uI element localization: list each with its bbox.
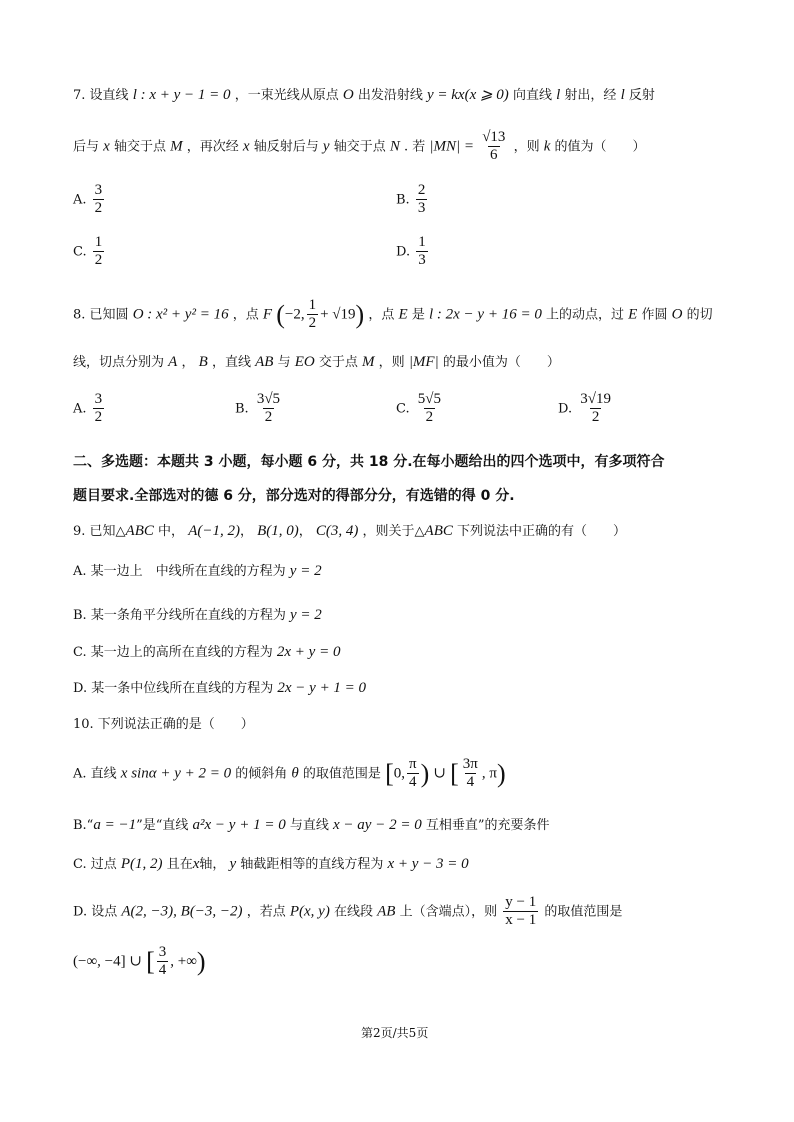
q7-option-c: C. $\frac{1}{2}$ <box>73 234 103 268</box>
q8-number: 8. 已知圆 <box>73 307 129 323</box>
q9-option-a: A. 某一边上 中线所在直线的方程为 y = 2 <box>73 563 322 579</box>
q7-line2: 后与 x 轴交于点 M ，再次经 x 轴反射后与 y 轴交于点 N . 若 |MN| = $\frac{√13}{6}$ ，则 k 的值为（ ） <box>73 129 646 163</box>
section2-heading-line1: 二、多选题：本题共 3 小题，每小题 6 分，共 18 分.在每小题给出的四个选项中，有多项符合 <box>73 454 665 470</box>
q7-option-a: A. $\frac{3}{2}$ <box>73 182 103 216</box>
section2-heading-line2: 题目要求.全部选对的德 6 分，部分选对的得部分分，有选错的得 0 分. <box>73 488 515 504</box>
q10-stem: 10. 下列说法正确的是（ ） <box>73 717 254 732</box>
q8-option-a: A. $\frac{3}{2}$ <box>73 391 103 425</box>
q10-option-d: D. 设点 A(2, −3), B(−3, −2) ，若点 P(x, y) 在线段 AB 上（含端点），则 $\frac{y - 1}{x - 1}$ 的取值范围是 <box>73 894 623 928</box>
q8-option-d: D. $\frac{3√19}{2}$ <box>558 391 611 425</box>
q10-option-a: A. 直线 x sinα + y + 2 = 0 的倾斜角 θ 的取值范围是 [0, $\frac{\pi}{4}$ ) ∪ [ $\frac{3\pi}{4}$ , π) <box>73 756 506 790</box>
page-footer: 第2页/共5页 <box>361 1026 429 1040</box>
q7-line1: 7. 设直线 l : x + y − 1 = 0 ，一束光线从原点 O 出发沿射线 y = kx(x ⩾ 0) 向直线 l 射出，经 l 反射 <box>73 87 655 103</box>
q7-option-b: B. $\frac{2}{3}$ <box>396 182 426 216</box>
q8-line1: 8. 已知圆 O : x² + y² = 16 ，点 F (−2, $\frac{1}{2}$ + √19) ，点 E 是 l : 2x − y + 16 = 0 上的动点，过 E 作圆 O 的切 <box>73 297 713 331</box>
q8-line2: 线，切点分别为 A ， B ，直线 AB 与 EO 交于点 M ，则 |MF| 的最小值为（ ） <box>73 354 560 370</box>
q9-option-c: C. 某一边上的高所在直线的方程为 2x + y = 0 <box>73 644 341 660</box>
q10-option-c: C. 过点 P(1, 2) 且在x轴， y 轴截距相等的直线方程为 x + y − 3 = 0 <box>73 856 469 872</box>
q9-number: 9. 已知△ <box>73 524 126 539</box>
q10-option-b: B.“a = −1”是“直线 a²x − y + 1 = 0 与直线 x − ay − 2 = 0 互相垂直”的充要条件 <box>73 817 550 833</box>
q9-option-d: D. 某一条中位线所在直线的方程为 2x − y + 1 = 0 <box>73 680 367 696</box>
q7-number: 7. 设直线 <box>73 88 129 103</box>
q8-option-b: B. $\frac{3√5}{2}$ <box>235 391 281 425</box>
q9-option-b: B. 某一条角平分线所在直线的方程为 y = 2 <box>73 607 322 623</box>
q9-stem: 9. 已知△ABC 中， A(−1, 2)， B(1, 0)， C(3, 4) ，则关于△ABC 下列说法中正确的有（ ） <box>73 523 627 539</box>
q10-option-d-range: (−∞, −4] ∪ [ $\frac{3}{4}$ , +∞) <box>73 944 206 978</box>
q7-option-d: D. $\frac{1}{3}$ <box>396 234 426 268</box>
q8-option-c: C. $\frac{5√5}{2}$ <box>396 391 441 425</box>
q7-fraction: $\frac{√13}{6}$ <box>482 129 506 163</box>
